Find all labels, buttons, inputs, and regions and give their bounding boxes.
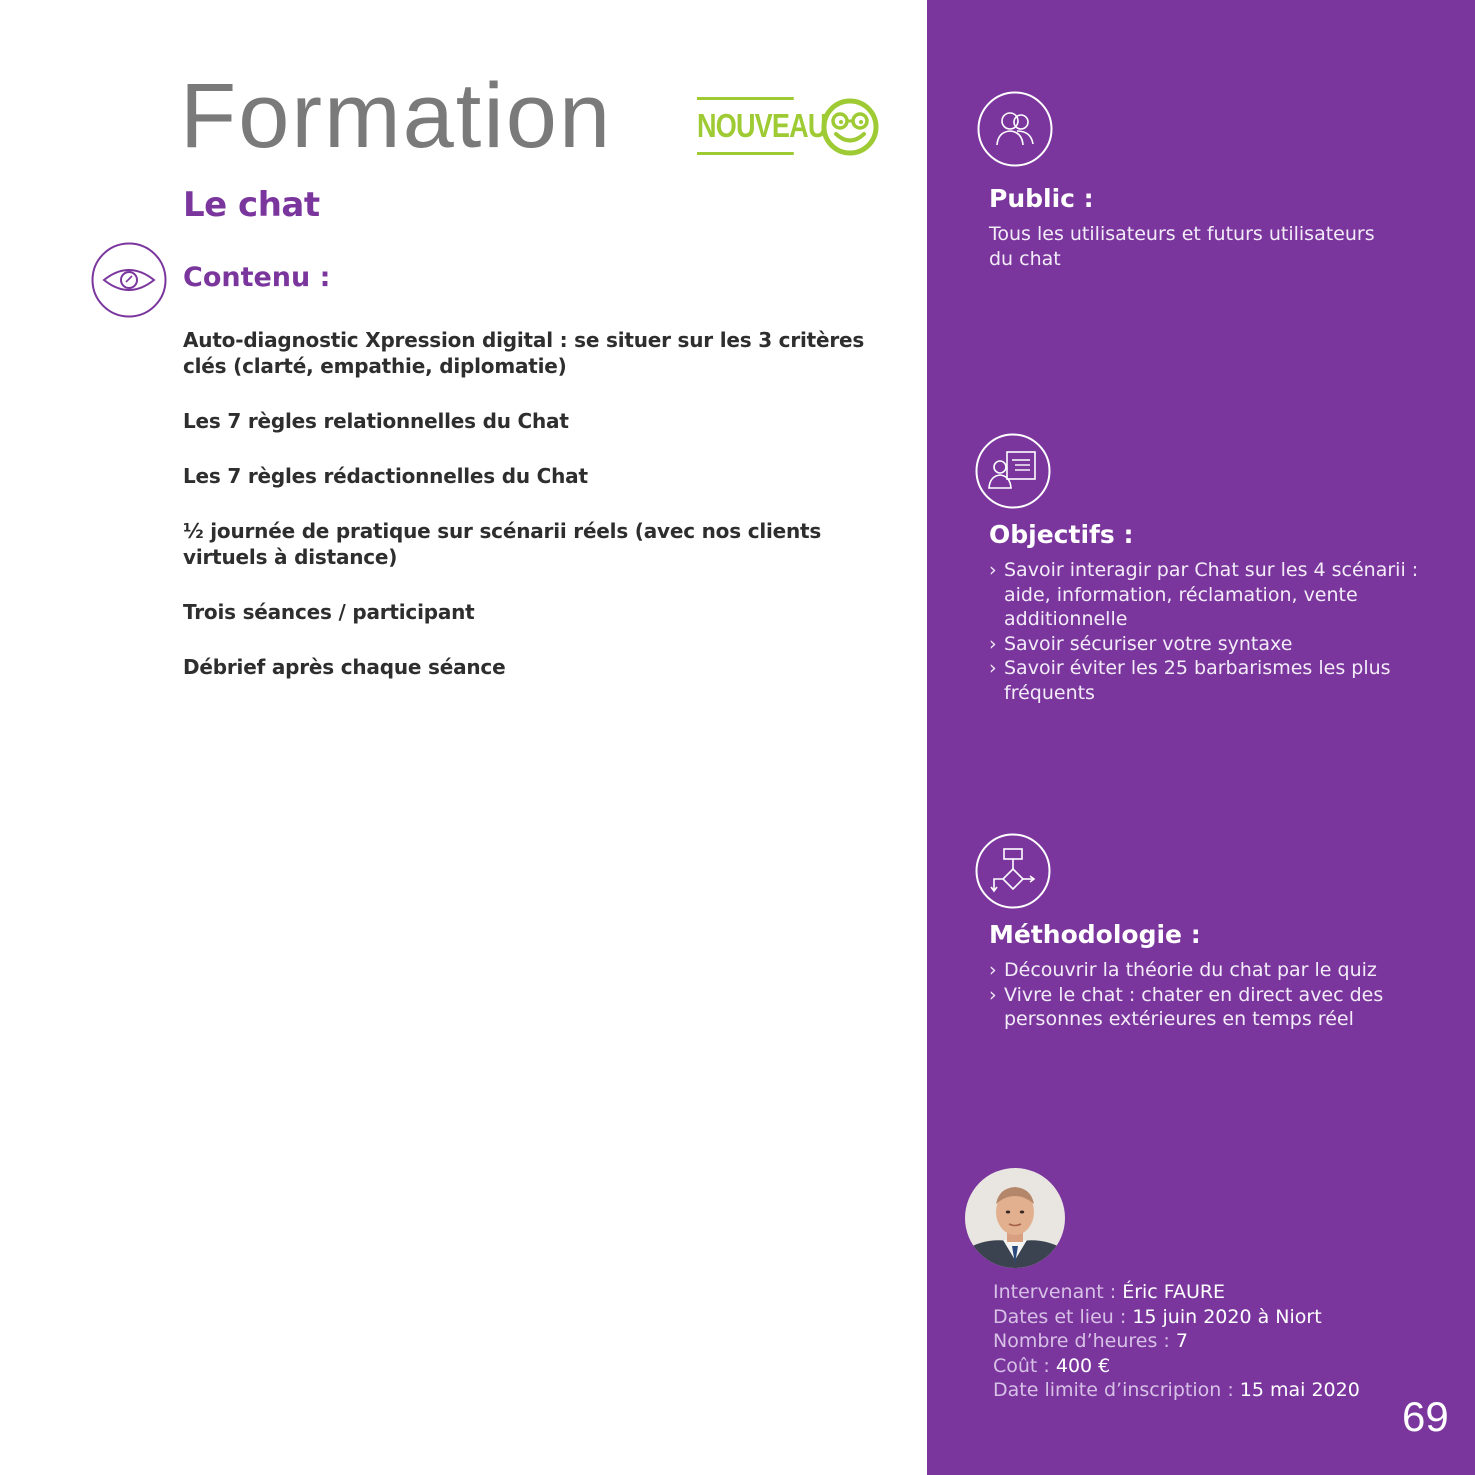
course-title: Le chat (183, 185, 320, 225)
info-dates: Dates et lieu : 15 juin 2020 à Niort (993, 1305, 1322, 1328)
flowchart-icon (975, 833, 1051, 909)
list-item: Les 7 règles rédactionnelles du Chat (183, 464, 588, 488)
smiley-glasses-icon (820, 97, 880, 157)
list-item: › Savoir interagir par Chat sur les 4 scénarii : aide, information, réclamation, vente additionnelle (989, 558, 1429, 632)
session-info (993, 1280, 1360, 1403)
list-item: ½ journée de pratique sur scénarii réels (avec nos clients virtuels à distance) (183, 519, 822, 569)
new-badge-label: NOUVEAU (697, 97, 794, 155)
info-cout: Coût : 400 € (993, 1354, 1111, 1377)
eye-icon (91, 242, 167, 318)
page-number: 69 (1402, 1393, 1449, 1440)
objectifs-list (989, 558, 1429, 705)
list-item: Débrief après chaque séance (183, 655, 506, 679)
list-item: › Découvrir la théorie du chat par le quiz (989, 958, 1429, 983)
methodologie-list (989, 958, 1429, 1032)
info-heures: Nombre d’heures : 7 (993, 1330, 1188, 1352)
info-intervenant: Intervenant : Éric FAURE (993, 1281, 1226, 1303)
public-text: Tous les utilisateurs et futurs utilisateurs du chat (989, 223, 1375, 270)
avatar (965, 1168, 1065, 1268)
contenu-heading: Contenu : (183, 262, 331, 293)
presentation-icon (975, 433, 1051, 509)
list-item: Trois séances / participant (183, 600, 475, 624)
list-item: Les 7 règles relationnelles du Chat (183, 409, 569, 433)
info-date-limite: Date limite d’inscription : 15 mai 2020 (993, 1379, 1360, 1401)
methodologie-heading: Méthodologie : (989, 920, 1201, 949)
objectifs-heading: Objectifs : (989, 520, 1134, 549)
list-item: › Savoir sécuriser votre syntaxe (989, 632, 1429, 657)
list-item: › Vivre le chat : chater en direct avec des personnes extérieures en temps réel (989, 983, 1429, 1032)
page-title: Formation (180, 65, 613, 167)
public-heading: Public : (989, 184, 1094, 213)
list-item: Auto-diagnostic Xpression digital : se situer sur les 3 critères clés (clarté, empathie, diplomatie) (183, 328, 865, 378)
list-item: › Savoir éviter les 25 barbarismes les plus fréquents (989, 656, 1429, 705)
trainer-photo (965, 1168, 1065, 1268)
contenu-list (183, 327, 898, 709)
people-icon (977, 91, 1053, 167)
